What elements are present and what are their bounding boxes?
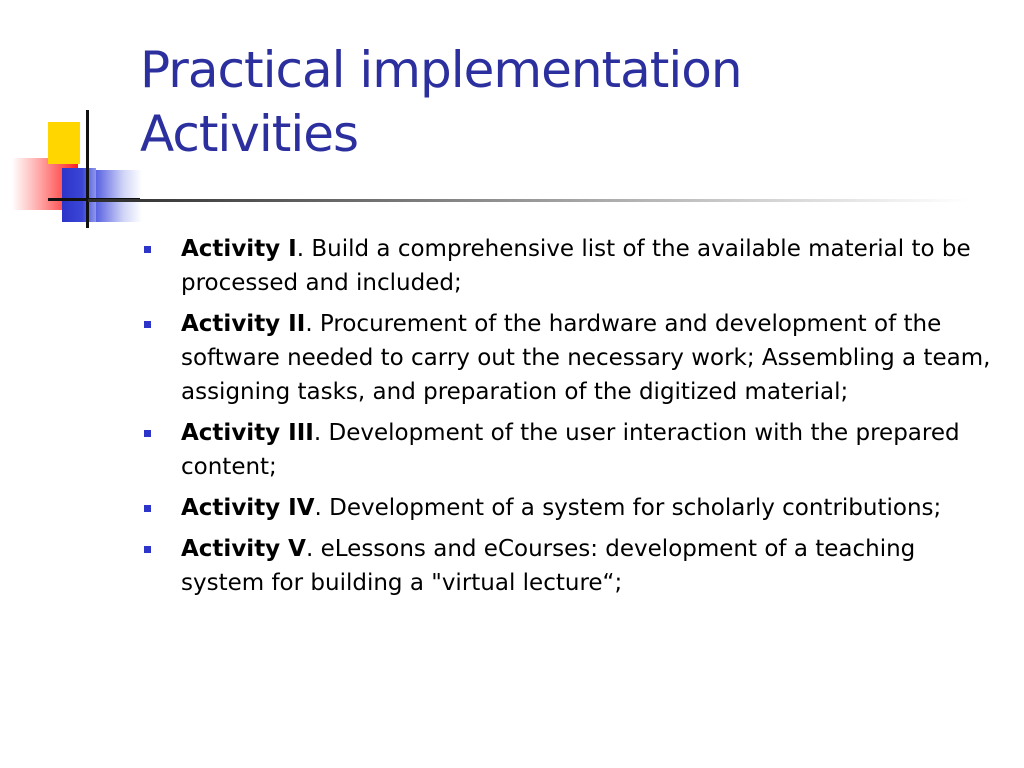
bullet-item xyxy=(142,307,1002,409)
bullet-item xyxy=(142,491,1002,525)
bullet-item xyxy=(142,532,1002,600)
vertical-line xyxy=(86,110,89,228)
bullet-text: . Development of the user interaction with the prepared content; xyxy=(181,420,960,480)
bullet-text: . Development of a system for scholarly contributions; xyxy=(314,495,942,521)
blue-square xyxy=(62,168,96,222)
square-bullet-icon xyxy=(144,505,151,512)
square-bullet-icon xyxy=(144,321,151,328)
bullet-lead: Activity V xyxy=(181,536,306,562)
bullet-text: . Build a comprehensive list of the available material to be processed and included; xyxy=(181,236,971,296)
square-bullet-icon xyxy=(144,246,151,253)
bullet-text: . eLessons and eCourses: development of a teaching system for building a "virtual lecture“; xyxy=(181,536,916,596)
bullet-lead: Activity IV xyxy=(181,495,315,521)
bullet-list xyxy=(142,232,1002,607)
title-line-2: Activities xyxy=(140,105,359,163)
bullet-lead: Activity I xyxy=(181,236,297,262)
square-bullet-icon xyxy=(144,546,151,553)
bullet-item xyxy=(142,416,1002,484)
decorative-logo xyxy=(0,0,140,240)
square-bullet-icon xyxy=(144,430,151,437)
bullet-lead: Activity II xyxy=(181,311,306,337)
title-underline xyxy=(88,199,968,202)
blue-gradient-shape xyxy=(96,170,142,222)
title-line-1: Practical implementation xyxy=(140,41,742,99)
yellow-square xyxy=(48,122,80,164)
slide-title xyxy=(140,38,1000,166)
bullet-text: . Procurement of the hardware and development of the software needed to carry out the necessary work; Assembling a team, assigning tasks, and preparation of the digitized material; xyxy=(181,311,991,405)
bullet-lead: Activity III xyxy=(181,420,314,446)
bullet-item xyxy=(142,232,1002,300)
